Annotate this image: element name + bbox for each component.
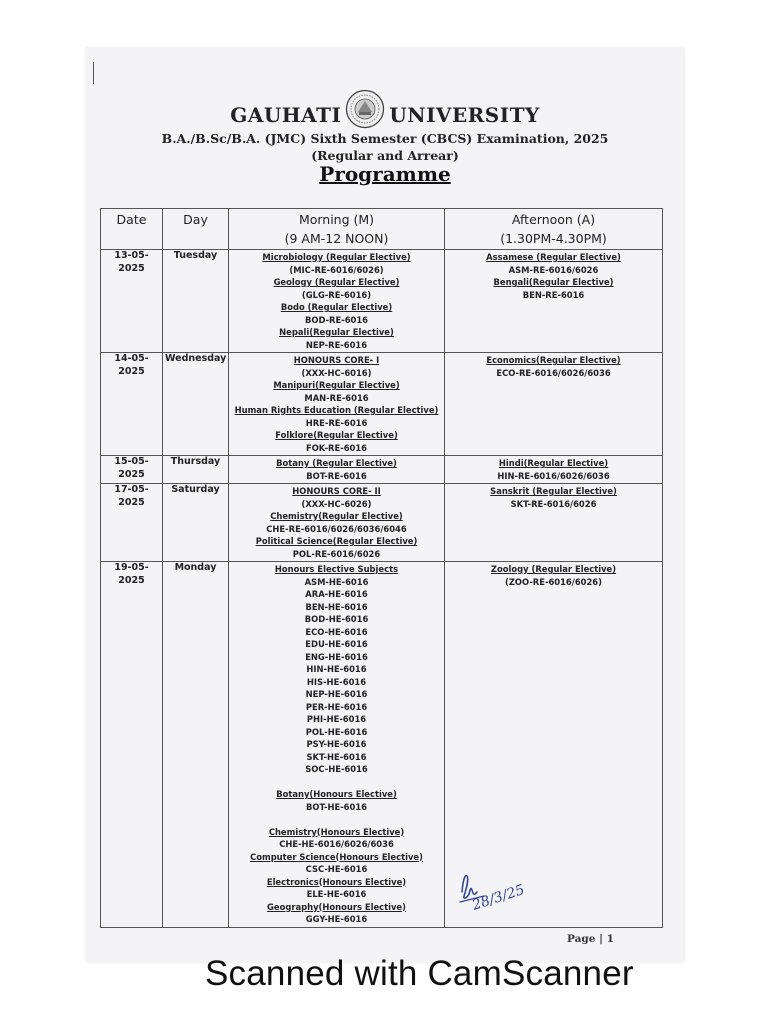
morning-cell — [229, 353, 445, 456]
subject-title: Manipuri(Regular Elective) — [273, 380, 400, 390]
subject-title: Assamese (Regular Elective) — [486, 252, 621, 262]
subject-title: Sanskrit (Regular Elective) — [490, 486, 617, 496]
subject-title: HONOURS CORE- I — [293, 355, 380, 365]
subject-title: Bodo (Regular Elective) — [280, 302, 393, 312]
afternoon-cell — [445, 250, 663, 353]
paper-code: GGY-HE-6016 — [305, 914, 368, 924]
paper-code: (ZOO-RE-6016/6026) — [505, 576, 602, 587]
subject-title: Honours Elective Subjects — [274, 564, 399, 574]
paper-code: (XXX-HC-6016) — [301, 367, 372, 378]
subject-title: Geography(Honours Elective) — [267, 901, 406, 912]
afternoon-label: Afternoon (A) — [511, 212, 596, 227]
subject-title: Human Rights Education (Regular Elective) — [234, 405, 439, 415]
paper-code: ECO-RE-6016/6026/6036 — [496, 367, 611, 378]
day-cell: Thursday — [163, 456, 229, 484]
paper-code: CHE-RE-6016/6026/6036/6046 — [266, 523, 407, 534]
col-header-morning — [229, 209, 445, 250]
subject-title: HONOURS CORE- II — [292, 486, 381, 496]
table-row — [101, 353, 663, 456]
paper-code: SKT-RE-6016/6026 — [510, 498, 597, 509]
subject-title: Botany(Honours Elective) — [276, 789, 397, 799]
subject-title: Hindi(Regular Elective) — [498, 458, 609, 468]
paper-code: SOC-HE-6016 — [305, 764, 368, 774]
table-header-row — [101, 209, 663, 250]
paper-code: BEN-RE-6016 — [522, 289, 585, 300]
paper-code: HIN-RE-6016/6026/6036 — [497, 470, 610, 481]
subject-title: Bengali(Regular Elective) — [493, 277, 614, 287]
paper-code: BOT-HE-6016 — [306, 801, 367, 812]
exam-title: B.A./B.Sc/B.A. (JMC) Sixth Semester (CBCS) Examination, 2025 — [161, 131, 609, 146]
day-cell: Wednesday — [163, 353, 229, 456]
paper-code: EDU-HE-6016 — [305, 639, 368, 649]
morning-cell — [229, 562, 445, 928]
paper-code: BOT-RE-6016 — [306, 470, 367, 481]
subject-title: Nepali(Regular Elective) — [279, 327, 394, 337]
university-seal-icon — [345, 89, 385, 129]
afternoon-cell — [445, 456, 663, 484]
col-header-day: Day — [163, 209, 229, 250]
paper-code: (MIC-RE-6016/6026) — [289, 264, 384, 275]
paper-code: BEN-HE-6016 — [305, 601, 368, 612]
paper-code: HIN-HE-6016 — [306, 664, 367, 674]
subject-title: Political Science(Regular Elective) — [255, 536, 418, 546]
day-cell: Monday — [163, 562, 229, 928]
paper-code: PHI-HE-6016 — [306, 714, 367, 724]
paper-code: PER-HE-6016 — [305, 701, 368, 712]
date-cell: 19-05-2025 — [101, 562, 163, 928]
table-row — [101, 456, 663, 484]
paper-code: NEP-RE-6016 — [305, 339, 368, 350]
morning-cell — [229, 484, 445, 562]
paper-code: PSY-HE-6016 — [306, 739, 367, 749]
subject-title: Electronics(Honours Elective) — [266, 876, 407, 887]
paper-code: POL-HE-6016 — [305, 726, 368, 737]
spacer — [231, 813, 442, 826]
paper-code: ASM-HE-6016 — [304, 576, 369, 587]
pen-mark — [93, 62, 94, 84]
paper-code: FOK-RE-6016 — [305, 442, 368, 453]
morning-label: Morning (M) — [298, 212, 375, 227]
university-name-right: UNIVERSITY — [389, 103, 540, 127]
afternoon-cell — [445, 353, 663, 456]
paper-code: POL-RE-6016/6026 — [292, 548, 381, 559]
subject-title: Computer Science(Honours Elective) — [250, 851, 423, 862]
paper-code: ELE-HE-6016 — [306, 889, 367, 899]
date-cell: 15-05-2025 — [101, 456, 163, 484]
paper-code: SKT-HE-6016 — [306, 751, 367, 762]
page-number: Page | 1 — [567, 933, 614, 945]
exam-type: (Regular and Arrear) — [311, 148, 459, 163]
subject-title: Folklore(Regular Elective) — [275, 430, 398, 440]
spacer — [231, 776, 442, 789]
university-name-left: GAUHATI — [230, 103, 342, 127]
paper-code: HIS-HE-6016 — [306, 676, 367, 687]
paper-code: NEP-HE-6016 — [305, 689, 368, 699]
subject-title: Geology (Regular Elective) — [273, 277, 400, 287]
paper-code: ECO-HE-6016 — [305, 626, 368, 637]
day-cell: Tuesday — [163, 250, 229, 353]
university-header — [86, 95, 684, 135]
paper-code: CHE-HE-6016/6026/6036 — [279, 839, 394, 849]
date-cell: 13-05-2025 — [101, 250, 163, 353]
paper-code: HRE-RE-6016 — [305, 417, 368, 428]
date-cell: 14-05-2025 — [101, 353, 163, 456]
paper-code: ARA-HE-6016 — [305, 589, 368, 599]
table-row — [101, 484, 663, 562]
programme-title: Programme — [319, 162, 451, 186]
paper-code: (GLG-RE-6016) — [301, 289, 372, 300]
subject-title: Chemistry(Regular Elective) — [270, 511, 403, 521]
morning-time: (9 AM-12 NOON) — [284, 231, 389, 246]
subject-title: Microbiology (Regular Elective) — [262, 252, 411, 262]
col-header-afternoon — [445, 209, 663, 250]
paper-code: CSC-HE-6016 — [305, 864, 368, 874]
date-cell: 17-05-2025 — [101, 484, 163, 562]
subject-title: Zoology (Regular Elective) — [490, 564, 617, 574]
paper-code: ENG-HE-6016 — [305, 651, 368, 662]
handwritten-signature — [458, 866, 533, 920]
signature-date: 28/3/25 — [470, 881, 527, 914]
scanner-watermark: Scanned with CamScanner — [205, 954, 634, 993]
paper-code: (XXX-HC-6026) — [301, 498, 372, 509]
col-header-date: Date — [101, 209, 163, 250]
subject-title: Chemistry(Honours Elective) — [268, 826, 405, 837]
paper-code: MAN-RE-6016 — [304, 392, 369, 403]
paper-code: BOD-HE-6016 — [304, 614, 369, 624]
table-row — [101, 250, 663, 353]
subject-title: Botany (Regular Elective) — [276, 458, 397, 468]
paper-code: ASM-RE-6016/6026 — [508, 264, 599, 275]
day-cell: Saturday — [163, 484, 229, 562]
table-row — [101, 562, 663, 928]
afternoon-cell — [445, 484, 663, 562]
exam-schedule-table — [100, 208, 663, 928]
paper-code: BOD-RE-6016 — [304, 314, 369, 325]
table-body — [101, 250, 663, 928]
subject-title: Economics(Regular Elective) — [486, 355, 621, 365]
afternoon-time: (1.30PM-4.30PM) — [500, 231, 607, 246]
morning-cell — [229, 456, 445, 484]
morning-cell — [229, 250, 445, 353]
